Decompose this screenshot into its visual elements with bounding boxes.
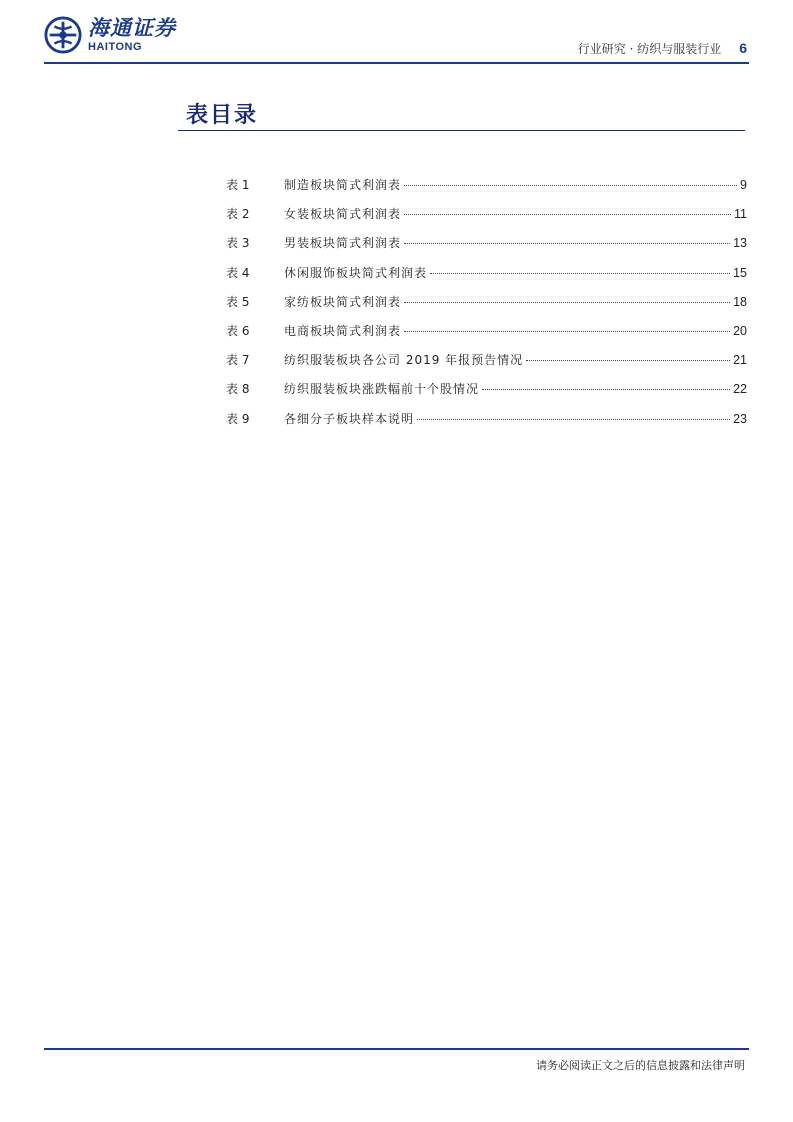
- toc-entry-page: 13: [733, 236, 747, 251]
- toc-entry-label: 表 6: [226, 323, 250, 338]
- toc-entry-title: 家纺板块简式利润表: [284, 294, 402, 309]
- toc-entry-label: 表 1: [226, 178, 250, 192]
- toc-leader-dots: [404, 243, 730, 244]
- table-of-tables: [226, 176, 747, 439]
- toc-entry-page: 23: [733, 411, 747, 426]
- toc-leader-dots: [482, 389, 730, 390]
- toc-entry-title: 男装板块简式利润表: [284, 236, 402, 251]
- toc-leader-dots: [404, 185, 737, 186]
- toc-leader-dots: [430, 273, 730, 274]
- toc-entry[interactable]: [226, 351, 747, 380]
- toc-entry[interactable]: [226, 322, 747, 351]
- toc-entry-title: 纺织服装板块涨跌幅前十个股情况: [284, 382, 480, 397]
- toc-entry-page: 22: [733, 382, 747, 397]
- toc-entry-label: 表 5: [226, 294, 250, 309]
- toc-entry-page: 21: [733, 353, 747, 368]
- toc-entry-title: 纺织服装板块各公司 2019 年报预告情况: [284, 353, 524, 368]
- toc-entry-label: 表 3: [226, 236, 250, 251]
- toc-entry[interactable]: [226, 264, 747, 293]
- toc-entry[interactable]: [226, 176, 747, 205]
- footer-disclaimer: 请务必阅读正文之后的信息披露和法律声明: [536, 1059, 745, 1072]
- toc-leader-dots: [417, 419, 730, 420]
- toc-entry-label: 表 8: [226, 382, 250, 397]
- toc-entry-label: 表 7: [226, 353, 250, 368]
- logo-chinese-name: 海通证券: [88, 15, 176, 40]
- toc-leader-dots: [404, 331, 730, 332]
- toc-entry[interactable]: [226, 293, 747, 322]
- report-section: 行业研究 · 纺织与服装行业: [577, 42, 722, 56]
- toc-entry[interactable]: [226, 205, 747, 234]
- haitong-logo-icon: [44, 16, 82, 54]
- toc-entry[interactable]: [226, 234, 747, 263]
- toc-entry-label: 表 4: [226, 265, 250, 280]
- toc-entry-page: 18: [733, 294, 747, 309]
- footer-divider: [44, 1048, 749, 1050]
- haitong-logo: [44, 16, 176, 54]
- toc-entry-title: 休闲服饰板块简式利润表: [284, 265, 428, 280]
- toc-entry-label: 表 9: [226, 411, 250, 426]
- logo-english-name: HAITONG: [88, 40, 143, 53]
- toc-entry[interactable]: [226, 410, 747, 439]
- toc-entry-title: 各细分子板块样本说明: [284, 411, 415, 426]
- title-divider: [178, 130, 745, 131]
- toc-entry-title: 制造板块简式利润表: [284, 178, 402, 192]
- toc-entry-label: 表 2: [226, 207, 250, 222]
- toc-entry[interactable]: [226, 380, 747, 409]
- toc-leader-dots: [404, 214, 731, 215]
- toc-entry-title: 电商板块简式利润表: [284, 323, 402, 338]
- toc-entry-page: 11: [734, 207, 747, 222]
- toc-leader-dots: [526, 360, 730, 361]
- toc-title: 表目录: [186, 103, 259, 128]
- toc-entry-page: 9: [740, 178, 747, 192]
- toc-entry-page: 20: [733, 323, 747, 338]
- toc-entry-title: 女装板块简式利润表: [284, 207, 402, 222]
- header-divider: [44, 62, 749, 64]
- toc-entry-page: 15: [733, 265, 747, 280]
- toc-leader-dots: [404, 302, 730, 303]
- page-header-info: [578, 40, 747, 57]
- page-number: 6: [739, 40, 747, 56]
